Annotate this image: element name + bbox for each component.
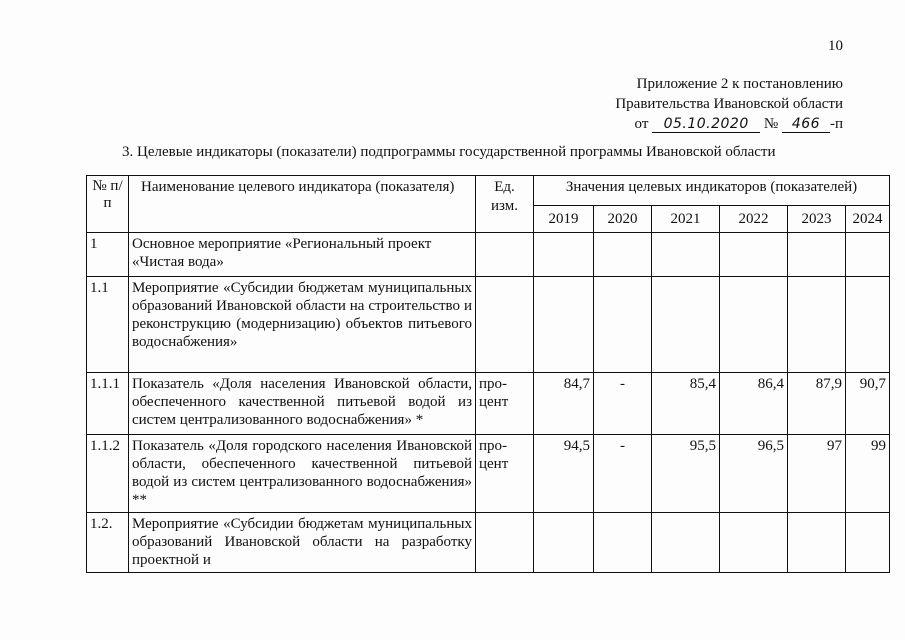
indicators-table [86,175,890,573]
appendix-header [615,74,843,134]
row-unit [476,513,534,573]
row-value: 97 [788,435,846,513]
table-row [87,513,890,573]
row-value [534,277,594,373]
header-year: 2019 [534,206,594,233]
row-name: Мероприятие «Субсидии бюджетам муниципальных образований Ивановской области на разработку проектной и [129,513,476,573]
row-value [788,277,846,373]
row-number: 1.2. [87,513,129,573]
row-value: 84,7 [534,373,594,435]
header-year: 2024 [846,206,890,233]
header-values-group: Значения целевых индикаторов (показателей) [534,176,890,206]
row-number: 1.1.1 [87,373,129,435]
table-row [87,277,890,373]
row-value [720,233,788,277]
row-unit: про-цент [476,435,534,513]
handwritten-number: 466 [782,117,830,133]
row-value [788,513,846,573]
header-year: 2022 [720,206,788,233]
row-value: 95,5 [652,435,720,513]
table-title: 3. Целевые индикаторы (показатели) подпрограммы государственной программы Ивановской области [122,144,776,160]
row-number: 1 [87,233,129,277]
row-unit [476,277,534,373]
row-unit [476,233,534,277]
header-year: 2020 [594,206,652,233]
row-value: 85,4 [652,373,720,435]
row-number: 1.1 [87,277,129,373]
header-year: 2021 [652,206,720,233]
row-value [594,513,652,573]
row-value [652,513,720,573]
row-value [720,277,788,373]
header-year: 2023 [788,206,846,233]
row-number: 1.1.2 [87,435,129,513]
row-value: 99 [846,435,890,513]
row-value: 90,7 [846,373,890,435]
ot-label: от [634,116,649,132]
row-value: - [594,373,652,435]
row-value: 96,5 [720,435,788,513]
table-row [87,373,890,435]
table-row [87,435,890,513]
table-row [87,233,890,277]
row-name: Основное мероприятие «Региональный проект «Чистая вода» [129,233,476,277]
appendix-date-line [615,114,843,134]
row-value [534,233,594,277]
row-value [846,277,890,373]
row-value [846,513,890,573]
row-value [652,233,720,277]
header-row-1 [87,176,890,206]
row-unit: про-цент [476,373,534,435]
row-value [594,233,652,277]
appendix-line-1: Приложение 2 к постановлению [636,76,843,92]
header-unit: Ед. изм. [476,176,534,233]
row-value [846,233,890,277]
appendix-line-2: Правительства Ивановской области [615,96,843,112]
number-label: № [763,116,779,132]
row-value: 94,5 [534,435,594,513]
row-value: 86,4 [720,373,788,435]
row-value [652,277,720,373]
handwritten-date: 05.10.2020 [652,117,760,133]
row-value: 87,9 [788,373,846,435]
row-name: Мероприятие «Субсидии бюджетам муниципальных образований Ивановской области на строительство и реконструкцию (модернизацию) объектов питьевого водоснабжения» [129,277,476,373]
header-no: № п/п [87,176,129,233]
header-name: Наименование целевого индикатора (показателя) [129,176,476,233]
row-value [534,513,594,573]
row-value [720,513,788,573]
row-value [594,277,652,373]
row-value [788,233,846,277]
page-number: 10 [828,38,843,54]
number-suffix: -п [829,116,843,132]
row-name: Показатель «Доля населения Ивановской области, обеспеченного качественной питьевой водой из систем централизованного водоснабжения» * [129,373,476,435]
row-name: Показатель «Доля городского населения Ивановской области, обеспеченного качественной питьевой водой из систем централизованного водоснабжения» ** [129,435,476,513]
row-value: - [594,435,652,513]
